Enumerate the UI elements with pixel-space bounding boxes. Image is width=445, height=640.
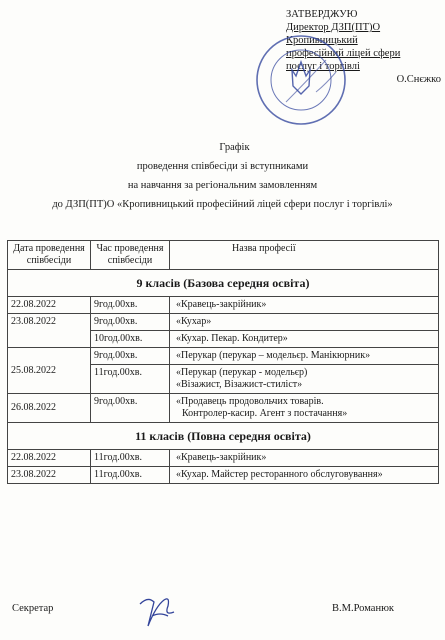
schedule-table [7,240,439,484]
approval-position-1: Директор ДЗП(ПТ)О [286,22,381,33]
table-row [8,348,439,365]
profession-line: Контролер-касир. Агент з постачання» [182,408,348,419]
table-row [8,467,439,484]
section-title-9: 9 класів (Базова середня освіта) [8,270,439,297]
title-line-1: Графік [219,142,250,153]
title-line-4: до ДЗП(ПТ)О «Кропивницький професійний ліцей сфери послуг і торгівлі» [52,199,393,210]
title-line-3: на навчання за регіональним замовленням [127,180,318,191]
table-row [8,314,439,331]
cell-time: 9год.00хв. [91,394,170,423]
approval-title: ЗАТВЕРДЖУЮ [286,9,358,20]
cell-profession: «Кухар. Пекар. Кондитер» [170,331,439,348]
section-title-11: 11 класів (Повна середня освіта) [8,423,439,450]
secretary-label: Секретар [12,603,54,614]
cell-date: 23.08.2022 [8,314,91,348]
table-header-row [8,241,439,270]
cell-profession: «Кравець-закрійник» [170,450,439,467]
cell-date: 22.08.2022 [8,297,91,314]
cell-profession: «Перукар (перукар – модельєр. Манікюрник» [170,348,439,365]
cell-profession: «Кухар. Майстер ресторанного обслуговування» [170,467,439,484]
cell-time: 10год.00хв. [91,331,170,348]
cell-time: 9год.00хв. [91,297,170,314]
profession-line: «Перукар (перукар - модельєр) [176,367,308,378]
signature-icon [134,586,184,632]
title-line-2: проведення співбесіди зі вступниками [136,161,309,172]
approval-position-4: послуг і торгівлі [286,61,360,72]
table-row [8,450,439,467]
header-profession: Назва професії [170,241,439,270]
cell-date: 23.08.2022 [8,467,91,484]
cell-time: 11год.00хв. [91,467,170,484]
cell-time: 9год.00хв. [91,348,170,365]
cell-profession: «Кухар» [170,314,439,331]
cell-date: 26.08.2022 [8,394,91,423]
document-title [0,138,445,214]
cell-date: 25.08.2022 [8,348,91,394]
cell-time: 9год.00хв. [91,314,170,331]
profession-line: «Продавець продовольчих товарів. [176,396,324,407]
header-date: Дата проведення співбесіди [8,241,91,270]
cell-time: 11год.00хв. [91,450,170,467]
profession-line: «Візажист, Візажист-стиліст» [176,379,303,390]
section-row [8,270,439,297]
cell-profession [170,365,439,394]
cell-profession: «Кравець-закрійник» [170,297,439,314]
approval-signer: О.Снєжко [396,74,441,85]
cell-time: 11год.00хв. [91,365,170,394]
secretary-name: В.М.Романюк [332,603,395,614]
table-row [8,394,439,423]
cell-date: 22.08.2022 [8,450,91,467]
official-stamp-icon [246,32,356,128]
section-row [8,423,439,450]
approval-position-3: професійний ліцей сфери [286,48,401,59]
approval-position-2: Кропивницький [286,35,358,46]
table-row [8,297,439,314]
cell-profession [170,394,439,423]
header-time: Час проведення співбесіди [91,241,170,270]
